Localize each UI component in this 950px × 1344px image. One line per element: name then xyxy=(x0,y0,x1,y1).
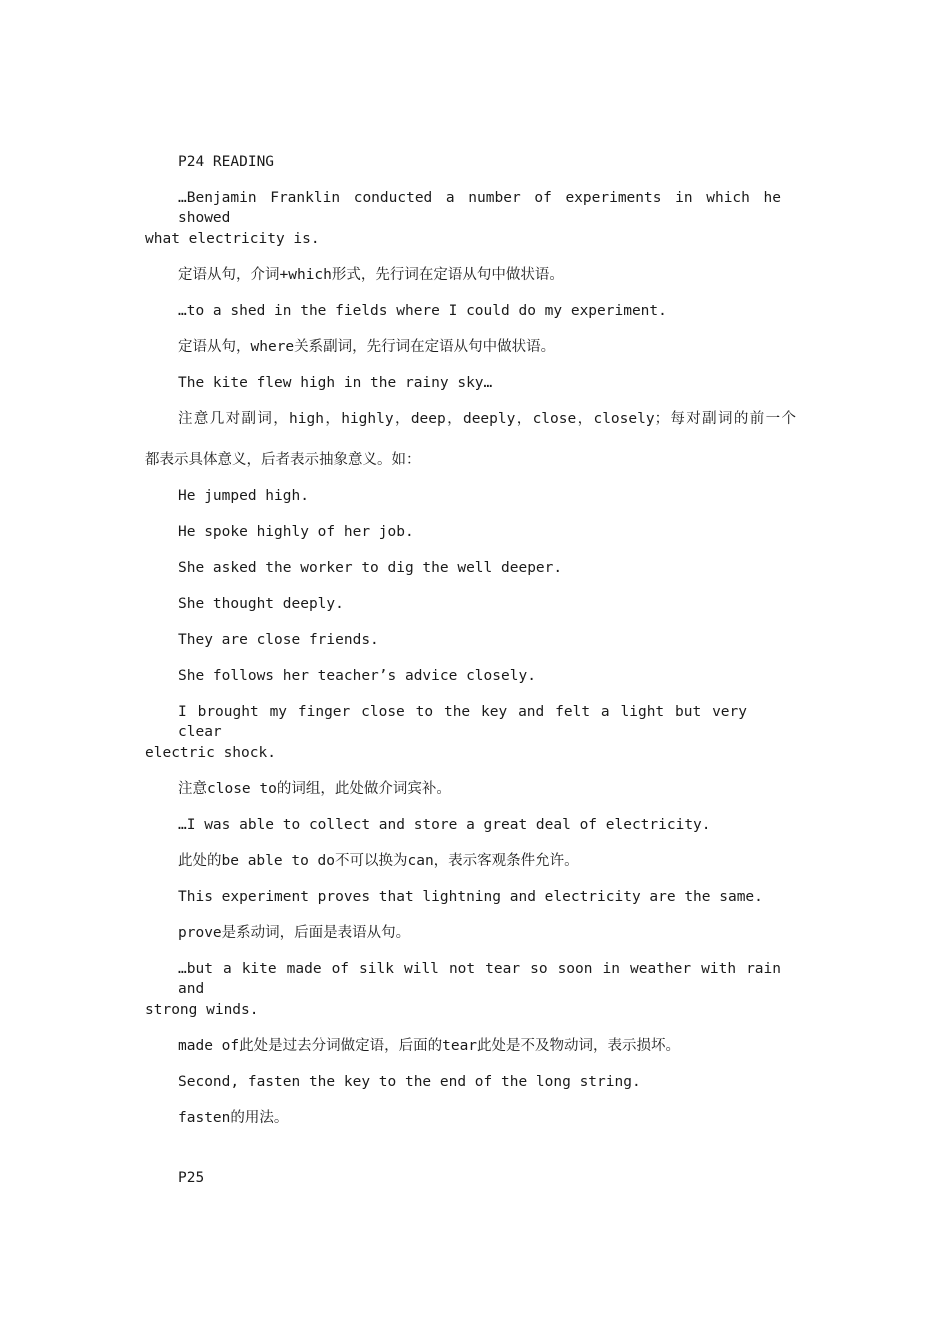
text-line: 定语从句，where关系副词，先行词在定语从句中做状语。 xyxy=(178,339,556,355)
text-line: …I was able to collect and store a great deal of electricity. xyxy=(178,817,711,833)
text-line: I brought my finger close to the key and felt a light but very clear xyxy=(178,704,747,740)
text-line: The kite flew high in the rainy sky… xyxy=(178,375,493,391)
example-sentence: She asked the worker to dig the well deeper. xyxy=(178,560,563,576)
example-sentence: He spoke highly of her job. xyxy=(178,524,414,540)
text-line: 此处的be able to do不可以换为can，表示客观条件允许。 xyxy=(178,853,579,869)
text-line: made of此处是过去分词做定语，后面的tear此处是不及物动词，表示损坏。 xyxy=(178,1038,681,1054)
example-sentence: She follows her teacher’s advice closely. xyxy=(178,668,536,684)
text-line: 都表示具体意义，后者表示抽象意义。如： xyxy=(145,452,421,468)
text-line: …to a shed in the fields where I could do my experiment. xyxy=(178,303,667,319)
text-line: …Benjamin Franklin conducted a number of experiments in which he showed xyxy=(178,190,781,226)
text-line: …but a kite made of silk will not tear so soon in weather with rain and xyxy=(178,961,781,997)
text-line: electric shock. xyxy=(145,745,276,761)
example-sentence: He jumped high. xyxy=(178,488,309,504)
text-line: what electricity is. xyxy=(145,231,320,247)
text-line: This experiment proves that lightning and electricity are the same. xyxy=(178,889,763,905)
text-line: Second, fasten the key to the end of the long string. xyxy=(178,1074,641,1090)
section-heading: P24 READING xyxy=(178,154,275,170)
example-sentence: They are close friends. xyxy=(178,632,379,648)
text-line: strong winds. xyxy=(145,1002,259,1018)
section-heading-next: P25 xyxy=(178,1170,205,1186)
text-line: fasten的用法。 xyxy=(178,1110,289,1126)
text-line: 定语从句，介词+which形式，先行词在定语从句中做状语。 xyxy=(178,267,564,283)
text-line: prove是系动词，后面是表语从句。 xyxy=(178,925,411,941)
example-sentence: She thought deeply. xyxy=(178,596,344,612)
text-line: 注意几对副词，high，highly，deep，deeply，close，closely；每对副词的前一个 xyxy=(178,411,796,427)
text-line: 注意close to的词组，此处做介词宾补。 xyxy=(178,781,451,797)
